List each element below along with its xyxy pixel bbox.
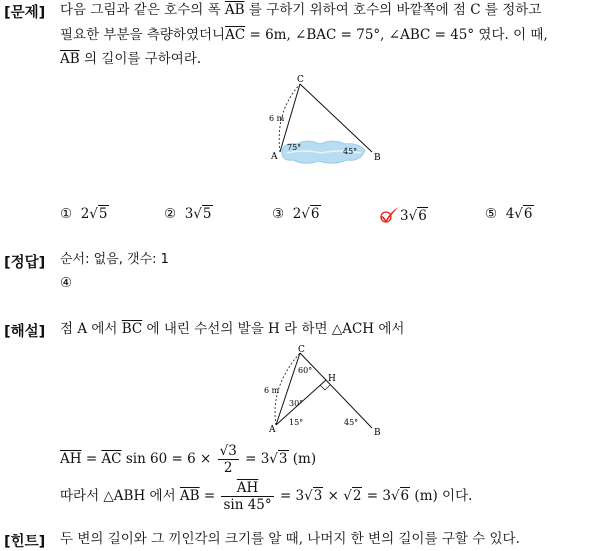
solution-label: [해설] (4, 324, 46, 340)
choice-3[interactable]: ③ 2√6 (272, 206, 320, 222)
angle-c-label: 60° (298, 366, 313, 375)
segment-bc: $\overline{BC}$ (121, 321, 143, 337)
lake-figure (265, 72, 390, 172)
point-a: A (269, 425, 276, 435)
choice-5[interactable]: ⑤ 4√6 (485, 206, 533, 222)
fraction: $\frac{\overline{AH}}{\sin 45^\circ}$ (223, 480, 272, 513)
point-c: C (298, 345, 305, 355)
choice-4[interactable]: 3√6 (378, 206, 428, 224)
problem-line-1: 다음 그림과 같은 호수의 폭 $\overline{AB}$ 를 구하기 위하여 호수의 바깥쪽에 점 C 를 정하고 (60, 2, 542, 18)
hint-label: [힌트] (4, 534, 46, 550)
checkmark-icon (378, 206, 400, 224)
choice-1[interactable]: ① 2√5 (60, 206, 108, 222)
problem-line-3: $\overline{AB}$ 의 길이를 구하여라. (60, 51, 202, 67)
segment-ab: $\overline{AB}$ (60, 51, 80, 67)
angle-b-label: 45° (344, 418, 359, 427)
problem-line-2: 필요한 부분을 측량하였더니$\overline{AC} = 6m$, ∠BAC = 75°, ∠ABC = 45° 였다. 이 때, (60, 27, 548, 43)
side-label: 6 m (264, 386, 280, 395)
angle-b-label: 45° (343, 147, 358, 156)
point-a: A (271, 152, 278, 162)
point-b: B (374, 428, 381, 438)
problem-label: [문제] (4, 5, 46, 21)
side-bc (300, 353, 372, 428)
angle-a2-label: 15° (289, 418, 304, 427)
side-label: 6 m (269, 114, 285, 123)
angle-a-label: 75° (287, 143, 302, 152)
equation-1: $\overline{AH} = \overline{AC}$ sin 60 = 6 × $\frac{√3}{2}$ = 3√3 (m) (60, 443, 317, 476)
hint-text: 두 변의 길이와 그 끼인각의 크기를 알 때, 나머지 한 변의 길이를 구할 수 있다. (60, 531, 520, 547)
point-c: C (297, 75, 304, 85)
choice-2[interactable]: ② 3√5 (164, 206, 212, 222)
segment-ab: $\overline{AB}$ (224, 2, 245, 18)
answer-label: [정답] (4, 255, 46, 271)
point-h: H (328, 374, 336, 384)
equation-2: 따라서 △ABH 에서 $\overline{AB}$ = $\frac{\overline{AH}}{\sin 45^\circ}$ = 3√3 × √2 = 3√6 (m) 이다. (60, 480, 473, 513)
point-b: B (374, 153, 381, 163)
angle-a-label: 30° (289, 399, 304, 408)
right-angle-mark (320, 385, 330, 390)
segment-ac: $\overline{AC}$ (225, 27, 246, 43)
answer-text: 순서: 없음, 갯수: 1 (60, 252, 169, 267)
solution-line-1: 점 A 에서 $\overline{BC}$ 에 내린 수선의 발을 H 라 하면 △ACH 에서 (60, 321, 405, 337)
answer-value: ④ (60, 275, 73, 291)
fraction: $\frac{√3}{2}$ (219, 443, 237, 476)
solution-figure (262, 343, 387, 438)
